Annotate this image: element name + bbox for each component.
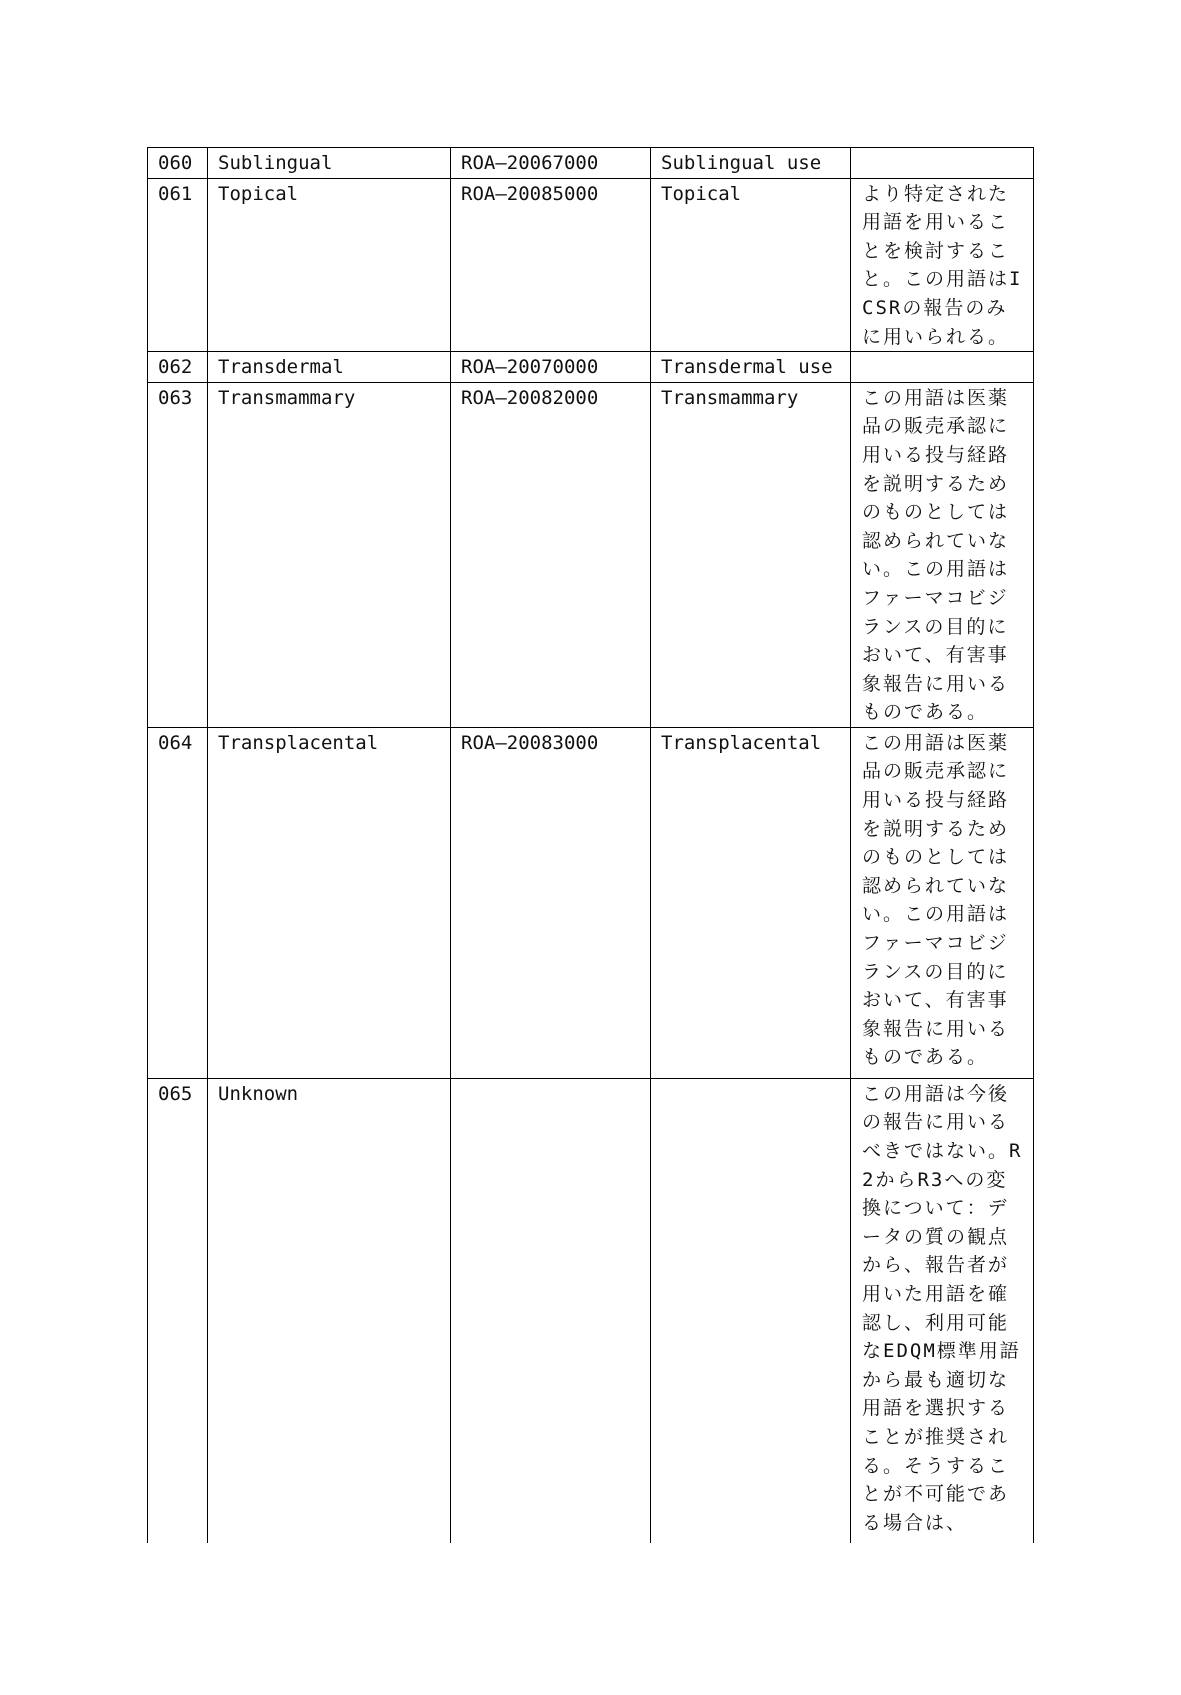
table-row (148, 1078, 1034, 1543)
name-cell: Transmammary (208, 382, 451, 727)
note-cell: より特定された用語を用いることを検討すること。この用語はICSRの報告のみに用いられる。 (851, 178, 1034, 352)
term-cell: Sublingual use (651, 148, 851, 179)
table-row (148, 178, 1034, 352)
code-cell: 064 (148, 727, 208, 1078)
id-cell: ROA—20083000 (451, 727, 651, 1078)
id-cell (451, 1078, 651, 1543)
table-row (148, 148, 1034, 179)
note-cell: この用語は医薬品の販売承認に用いる投与経路を説明するためのものとしては認められていない。この用語はファーマコビジランスの目的において、有害事象報告に用いるものである。 (851, 382, 1034, 727)
term-cell: Transdermal use (651, 352, 851, 383)
term-cell: Transmammary (651, 382, 851, 727)
name-cell: Sublingual (208, 148, 451, 179)
term-cell: Transplacental (651, 727, 851, 1078)
name-cell: Transdermal (208, 352, 451, 383)
id-cell: ROA—20070000 (451, 352, 651, 383)
term-cell (651, 1078, 851, 1543)
table-row (148, 352, 1034, 383)
id-cell: ROA—20082000 (451, 382, 651, 727)
code-cell: 062 (148, 352, 208, 383)
table-row (148, 727, 1034, 1078)
route-of-administration-table (147, 147, 1034, 1543)
note-cell: この用語は今後の報告に用いるべきではない。R2からR3への変換について：データの質の観点から、報告者が用いた用語を確認し、利用可能なEDQM標準用語から最も適切な用語を選択することが推奨される。そうすることが不可能である場合は、 (851, 1078, 1034, 1543)
code-cell: 063 (148, 382, 208, 727)
name-cell: Transplacental (208, 727, 451, 1078)
code-cell: 061 (148, 178, 208, 352)
code-cell: 065 (148, 1078, 208, 1543)
id-cell: ROA—20085000 (451, 178, 651, 352)
term-cell: Topical (651, 178, 851, 352)
note-cell (851, 148, 1034, 179)
id-cell: ROA—20067000 (451, 148, 651, 179)
note-cell (851, 352, 1034, 383)
table-row (148, 382, 1034, 727)
name-cell: Unknown (208, 1078, 451, 1543)
code-cell: 060 (148, 148, 208, 179)
note-cell: この用語は医薬品の販売承認に用いる投与経路を説明するためのものとしては認められていない。この用語はファーマコビジランスの目的において、有害事象報告に用いるものである。 (851, 727, 1034, 1078)
name-cell: Topical (208, 178, 451, 352)
